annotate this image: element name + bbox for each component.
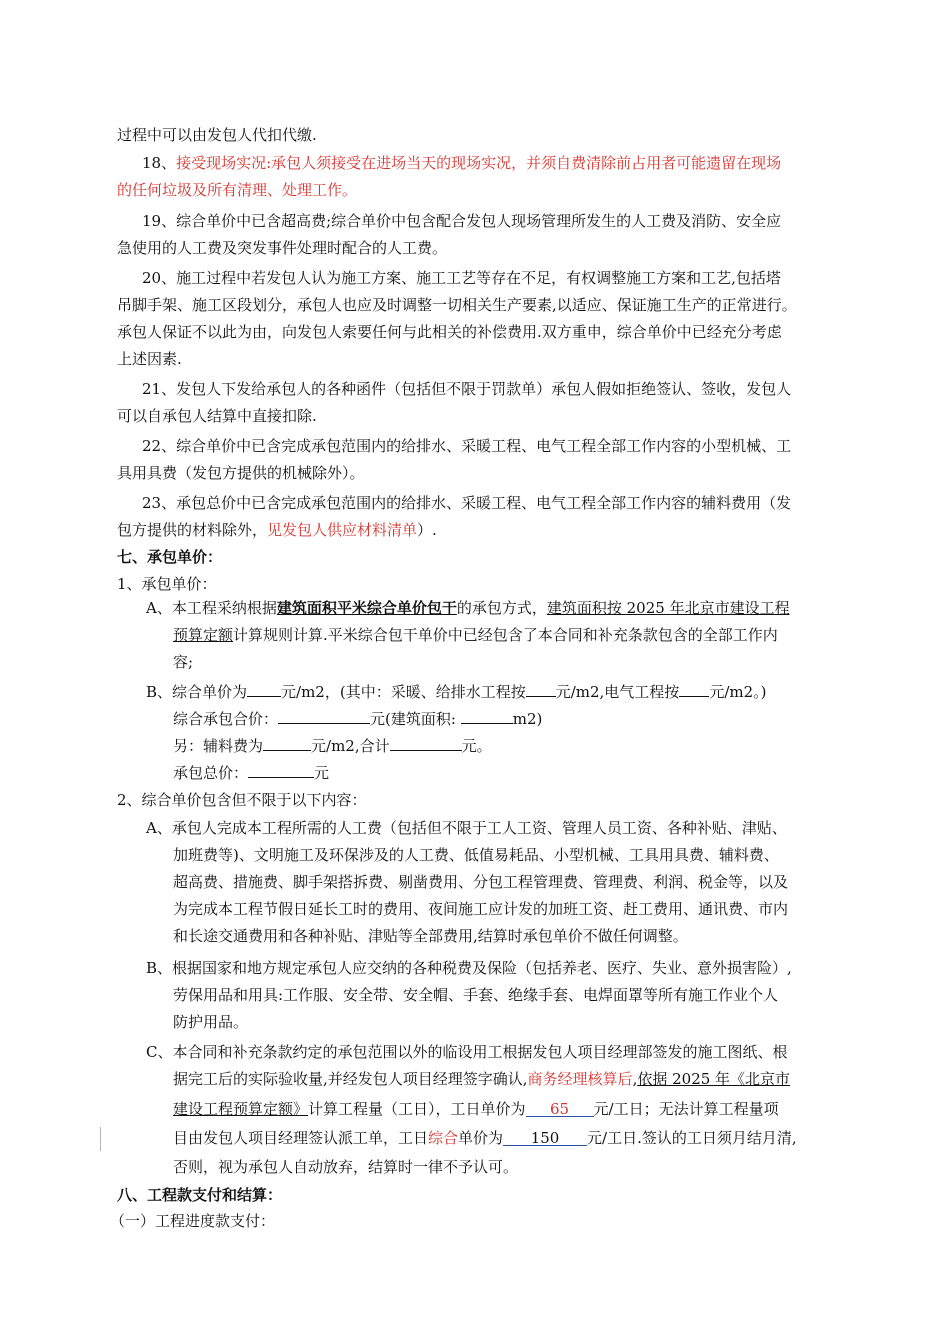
composite-workday-price-value: 150	[503, 1128, 587, 1146]
item-2c-text: 据完工后的实际验收量,并经发包人项目经理签字确认,	[173, 1070, 528, 1088]
item-7b-line-2	[173, 708, 542, 729]
section-8-heading: 八、工程款支付和结算：	[117, 1186, 283, 1204]
contract-total-label: 综合承包合价：	[173, 710, 279, 728]
item-2c-comma: ,	[632, 1070, 638, 1088]
unit-price-label: B、综合单价为	[146, 683, 248, 701]
electric-price-blank	[679, 681, 709, 697]
item-2b-line-2: 劳保用品和用具:工作服、安全带、安全帽、手套、绝缘手套、电焊面罩等所有施工作业个人	[173, 986, 779, 1004]
item-2c-line-2	[173, 1069, 790, 1089]
clause-21-line-1: 21、发包人下发给承包人的各种函件（包括但不限于罚款单）承包人假如拒绝签认、签收，发包人	[142, 380, 792, 398]
item-7a-text: A、本工程采纳根据	[146, 599, 277, 617]
revision-mark	[100, 1127, 101, 1151]
clause-19-line-1: 19、综合单价中已含超高费;综合单价中包含配合发包人现场管理所发生的人工费及消防、安全应	[142, 212, 782, 230]
workday-price-label: 计算工程量（工日），工日单价为	[308, 1100, 526, 1118]
clause-23-text: 包方提供的材料除外，	[117, 521, 268, 539]
item-2c-line-1: C、本合同和补充条款约定的承包范围以外的临设用工根据发包人项目经理部签发的施工图纸、根	[146, 1043, 788, 1061]
item-7a-text-2: 的承包方式，	[456, 599, 547, 617]
composite-price-unit: 元/工日.签认的工日须月结月清,	[587, 1129, 797, 1147]
item-2a-line-5: 和长途交通费用和各种补贴、津贴等全部费用,结算时承包单价不做任何调整。	[173, 927, 688, 945]
quota-reference: 预算定额	[173, 626, 234, 644]
unit-price-blank	[247, 681, 281, 697]
item-2a-line-3: 超高费、措施费、脚手架搭拆费、剔凿费用、分包工程管理费、管理费、利润、税金等，以及	[173, 873, 789, 891]
clause-19-line-2: 急使用的人工费及突发事件处理时配合的人工费。	[117, 239, 448, 257]
item-2b-line-1: B、根据国家和地方规定承包人应交纳的各种税费及保险（包括养老、医疗、失业、意外损害险）,	[146, 959, 792, 977]
quota-2025-reference: 依据 2025 年《北京市	[637, 1070, 791, 1088]
clause-20-line-2: 吊脚手架、施工区段划分，承包人也应及时调整一切相关生产要素,以适应、保证施工生产的正常进行。	[117, 296, 797, 314]
aux-total-unit: 元。	[461, 737, 492, 755]
clause-22-line-1: 22、综合单价中已含完成承包范围内的给排水、采暖工程、电气工程全部工作内容的小型机械、工	[142, 437, 792, 455]
aux-total-blank	[390, 735, 462, 751]
business-manager-review: 商务经理核算后	[527, 1070, 633, 1088]
clause-23-line-2	[117, 520, 437, 540]
item-7b-line-4	[173, 762, 329, 783]
section-7-heading: 七、承包单价：	[117, 548, 223, 566]
clause-18-line-2: 的任何垃圾及所有清理、处理工作。	[117, 181, 358, 199]
paragraph-continuation: 过程中可以由发包人代扣代缴.	[117, 126, 317, 144]
clause-20-line-3: 承包人保证不以此为由，向发包人索要任何与此相关的补偿费用.双方重申，综合单价中已经充分考虑	[117, 323, 782, 341]
grand-total-blank	[248, 762, 314, 778]
composite-word: 综合	[428, 1129, 459, 1147]
section-7-sub-1: 1、承包单价：	[117, 575, 217, 593]
area-label: 元(建筑面积:	[370, 710, 456, 728]
section-7-sub-2: 2、综合单价包含但不限于以下内容：	[117, 791, 367, 809]
workday-price-unit: 元/工日；无法计算工程量项	[593, 1100, 779, 1118]
item-7b-line-3	[173, 735, 492, 756]
composite-price-label: 单价为	[458, 1129, 504, 1147]
grand-total-unit: 元	[314, 764, 330, 782]
clause-21-line-2: 可以自承包人结算中直接扣除.	[117, 407, 317, 425]
item-2c-line-5: 否则，视为承包人自动放弃，结算时一律不予认可。	[173, 1158, 519, 1176]
clause-20-line-1: 20、施工过程中若发包人认为施工方案、施工工艺等存在不足，有权调整施工方案和工艺,包括塔	[142, 269, 781, 287]
clause-18-text: 接受现场实况:承包人须接受在进场当天的现场实况，并须自费清除前占用者可能遗留在现场	[176, 154, 782, 172]
grand-total-label: 承包总价：	[173, 764, 249, 782]
item-7a-bold: 建筑面积平米综合单价包干	[276, 599, 457, 617]
aux-fee-blank	[263, 735, 311, 751]
clause-18-number: 18、	[142, 154, 177, 172]
area-unit: m2)	[512, 710, 543, 728]
item-7a-line-2	[173, 625, 778, 645]
section-8-sub-1: （一）工程进度款支付：	[110, 1212, 276, 1230]
workday-price-value: 65	[526, 1099, 594, 1117]
clause-22-line-2: 具用具费（发包方提供的机械除外）。	[117, 464, 365, 482]
contract-total-blank	[278, 708, 370, 724]
clause-23-end: ）.	[417, 521, 437, 539]
item-7b-line-1	[146, 681, 767, 702]
area-blank	[461, 708, 513, 724]
quota-title: 建设工程预算定额》	[173, 1100, 309, 1118]
hvac-price-blank	[526, 681, 556, 697]
electric-price-label: 元/m2,电气工程按	[555, 683, 680, 701]
clause-20-line-4: 上述因素.	[117, 350, 182, 368]
clause-18-line-1	[142, 153, 781, 173]
item-7a-text-3: 计算规则计算.平米综合包干单价中已经包含了本合同和补充条款包含的全部工作内	[233, 626, 778, 644]
clause-23-line-1: 23、承包总价中已含完成承包范围内的给排水、采暖工程、电气工程全部工作内容的辅料费用（发	[142, 494, 792, 512]
item-2a-line-4: 为完成本工程节假日延长工时的费用、夜间施工应计发的加班工资、赶工费用、通讯费、市内	[173, 900, 789, 918]
item-7a-underlined: 建筑面积按 2025 年北京市建设工程	[546, 599, 790, 617]
dispatch-text: 目由发包人项目经理签认派工单，工日	[173, 1129, 429, 1147]
aux-total-label: 元/m2,合计	[311, 737, 390, 755]
item-2c-line-4	[173, 1128, 797, 1148]
electric-price-unit: 元/m2。)	[709, 683, 767, 701]
supply-list-reference: 见发包人供应材料清单	[267, 521, 418, 539]
hvac-price-label: 元/m2，(其中：采暖、给排水工程按	[281, 683, 526, 701]
item-2c-line-3	[173, 1099, 779, 1119]
item-2b-line-3: 防护用品。	[173, 1013, 249, 1031]
item-2a-line-1: A、承包人完成本工程所需的人工费（包括但不限于工人工资、管理人员工资、各种补贴、津贴、	[146, 819, 787, 837]
item-2a-line-2: 加班费等)、文明施工及环保涉及的人工费、低值易耗品、小型机械、工具用具费、辅料费、	[173, 846, 779, 864]
aux-fee-label: 另：辅料费为	[173, 737, 264, 755]
item-7a-line-1	[146, 598, 790, 618]
item-7a-line-3: 容;	[173, 653, 194, 671]
